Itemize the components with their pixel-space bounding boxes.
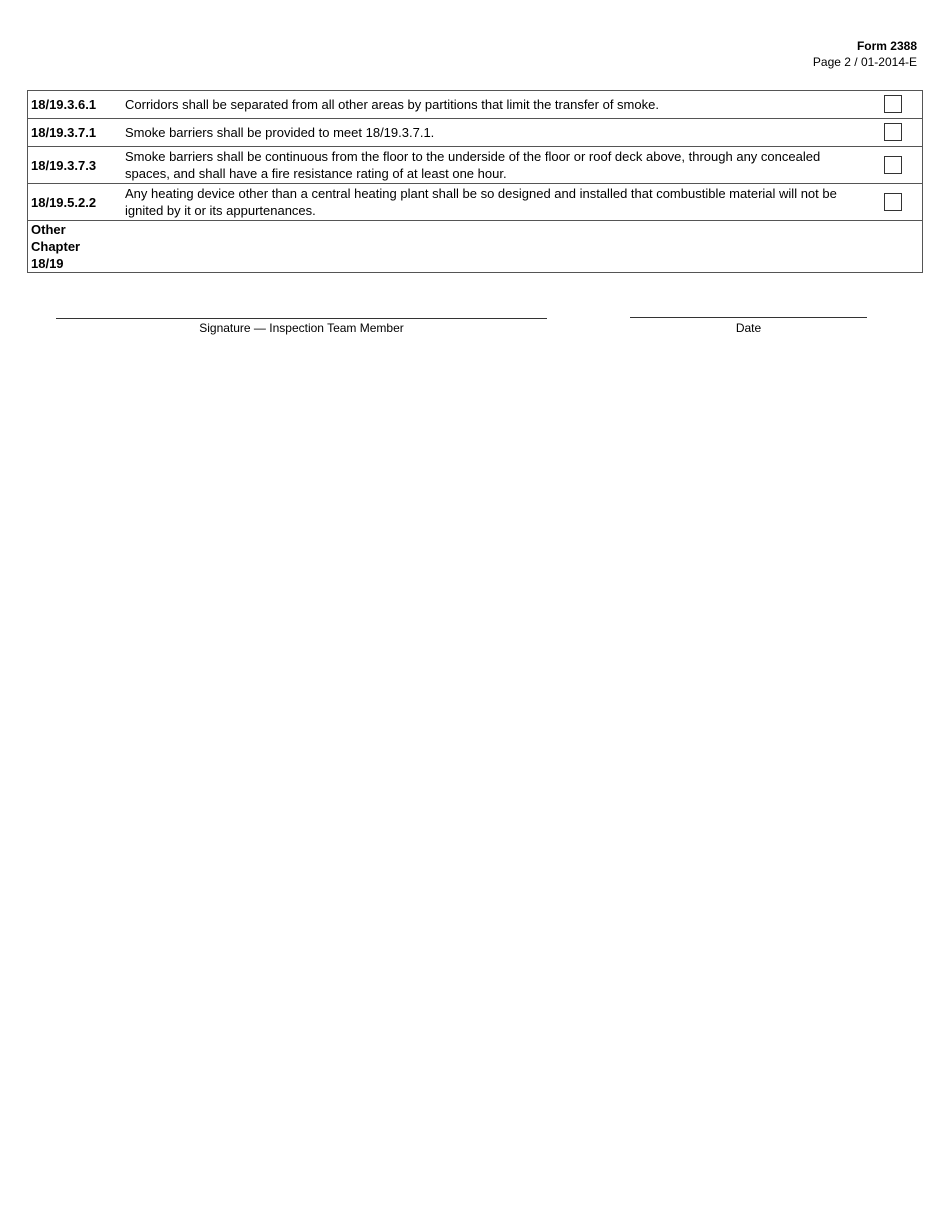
- requirement-text: Corridors shall be separated from all other areas by partitions that limit the transfer of smoke.: [125, 91, 864, 119]
- requirement-text: Smoke barriers shall be provided to meet 18/19.3.7.1.: [125, 119, 864, 147]
- compliance-checkbox[interactable]: [884, 156, 902, 174]
- form-title: Form 2388: [856, 39, 917, 53]
- signature-line[interactable]: [56, 318, 547, 319]
- requirement-text: Any heating device other than a central heating plant shall be so designed and installed that combustible material will not be ignited by it or its appurtenances.: [125, 184, 864, 221]
- requirement-code: 18/19.3.7.3: [28, 147, 126, 184]
- form-header: [813, 38, 917, 71]
- date-line[interactable]: [630, 317, 867, 318]
- other-chapter-notes[interactable]: [125, 221, 864, 273]
- checklist-table: [27, 90, 923, 273]
- other-chapter-blank: [864, 221, 923, 273]
- date-label: Date: [735, 321, 762, 335]
- table-row-other: [28, 221, 923, 273]
- requirement-text: Smoke barriers shall be continuous from the floor to the underside of the floor or roof deck above, through any concealed spaces, and shall have a fire resistance rating of at least one hour.: [125, 147, 864, 184]
- requirement-code: 18/19.3.6.1: [28, 91, 126, 119]
- table-row: [28, 147, 923, 184]
- other-chapter-label: Other Chapter 18/19: [28, 221, 126, 273]
- compliance-checkbox[interactable]: [884, 123, 902, 141]
- requirement-code: 18/19.3.7.1: [28, 119, 126, 147]
- table-row: [28, 184, 923, 221]
- compliance-checkbox[interactable]: [884, 95, 902, 113]
- page-info: Page 2 / 01-2014-E: [812, 55, 917, 69]
- table-row: [28, 119, 923, 147]
- requirement-code: 18/19.5.2.2: [28, 184, 126, 221]
- compliance-checkbox[interactable]: [884, 193, 902, 211]
- signature-label: Signature — Inspection Team Member: [199, 321, 404, 335]
- table-row: [28, 91, 923, 119]
